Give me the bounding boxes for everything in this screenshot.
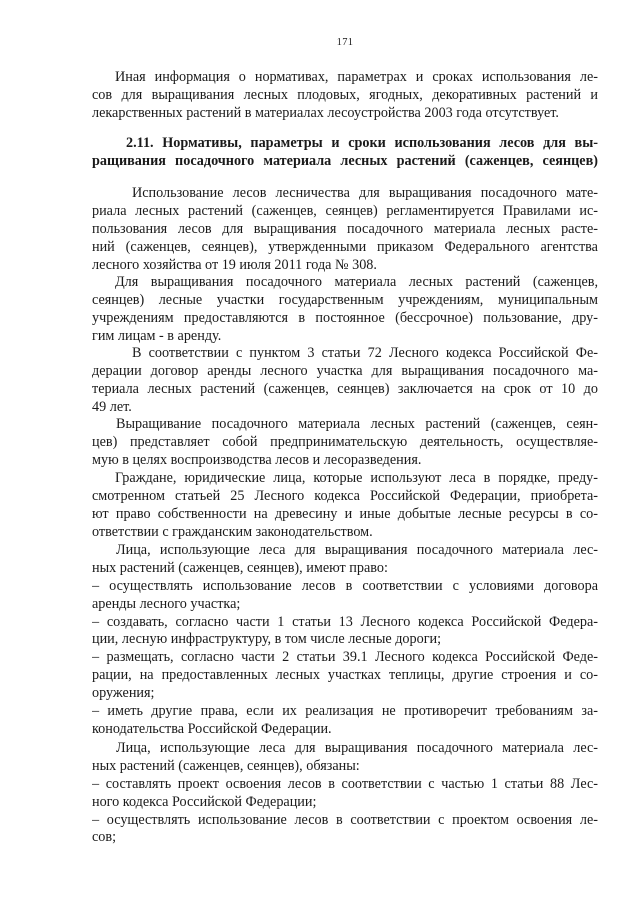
- text-line: сов для выращивания лесных плодовых, ягодных, декоративных растений и: [92, 86, 598, 103]
- paragraph: [92, 416, 598, 470]
- heading-line: 2.11. Нормативы, параметры и сроки использования лесов для вы-: [126, 135, 598, 151]
- text-line: Лица, использующие леса для выращивания посадочного материала лес-: [116, 740, 598, 756]
- text-line: дерации договор аренды лесного участка для выращивания посадочного ма-: [92, 362, 598, 379]
- paragraph: [92, 274, 598, 346]
- text-line: Выращивание посадочного материала лесных растений (саженцев, сеян-: [116, 416, 598, 432]
- list-item-line: – иметь другие права, если их реализация не противоречит требованиям за-: [92, 703, 598, 720]
- text-line: лесного хозяйства от 19 июля 2011 года № 308.: [92, 256, 377, 273]
- paragraph: [92, 185, 598, 274]
- text-line: учреждениям предоставляются в постоянное (бессрочное) пользование, дру-: [92, 309, 598, 326]
- list-item-line: – осуществлять использование лесов в соответствии с условиями договора: [92, 577, 598, 594]
- text-line: ных растений (саженцев, сеянцев), обязаны:: [92, 757, 360, 774]
- text-line: териала лесных растений (саженцев, сеянцев) заключается на срок от 10 до: [92, 380, 598, 397]
- text-line: риала лесных растений (саженцев, сеянцев) регламентируется Правилами ис-: [92, 202, 598, 219]
- list-item-line: сов;: [92, 829, 117, 846]
- intro-paragraph: [92, 69, 598, 123]
- list-item-line: – составлять проект освоения лесов в соответствии с частью 1 статьи 88 Лес-: [92, 775, 598, 792]
- text-line: ний (саженцев, сеянцев), утвержденными приказом Федерального агентства: [92, 238, 598, 255]
- list-item-line: рации, на предоставленных лесных участках теплицы, другие строения и со-: [92, 667, 598, 684]
- list-item-line: ного кодекса Российской Федерации;: [92, 793, 317, 810]
- text-line: цев) представляет собой предпринимательскую деятельность, осуществляе-: [92, 433, 598, 450]
- text-line: Для выращивания посадочного материала лесных растений (саженцев,: [115, 274, 598, 290]
- list-item-line: оружения;: [92, 685, 155, 702]
- text-line: В соответствии с пунктом 3 статьи 72 Лесного кодекса Российской Фе-: [132, 345, 598, 361]
- heading-line: ращивания посадочного материала лесных растений (саженцев, сеянцев): [92, 152, 598, 169]
- text-line: 49 лет.: [92, 398, 132, 415]
- text-line: Использование лесов лесничества для выращивания посадочного мате-: [132, 185, 598, 201]
- text-line: Иная информация о нормативах, параметрах и сроках использования ле-: [115, 69, 598, 85]
- paragraph: [92, 470, 598, 542]
- text-line: лекарственных растений в материалах лесоустройства 2003 года отсутствует.: [92, 104, 559, 121]
- text-line: ют право собственности на древесину и иные добытые лесные ресурсы в со-: [92, 505, 598, 522]
- list-item-line: аренды лесного участка;: [92, 595, 241, 612]
- text-line: сеянцев) лесные участки государственным учреждениям, муниципальным: [92, 291, 598, 308]
- text-line: Лица, использующие леса для выращивания посадочного материала лес-: [116, 542, 598, 558]
- text-line: мую в целях воспроизводства лесов и лесоразведения.: [92, 451, 422, 468]
- text-line: смотренном статьей 25 Лесного кодекса Российской Федерации, приобрета-: [92, 487, 598, 504]
- list-item-line: – осуществлять использование лесов в соответствии с проектом освоения ле-: [92, 811, 598, 828]
- text-line: пользования лесов для выращивания посадочного материала лесных расте-: [92, 220, 598, 237]
- list-item-line: ции, лесную инфраструктуру, в том числе лесные дороги;: [92, 631, 442, 648]
- rights-paragraph: [92, 542, 598, 739]
- text-line: ных растений (саженцев, сеянцев), имеют право:: [92, 559, 388, 576]
- paragraph: [92, 345, 598, 417]
- text-line: Граждане, юридические лица, которые используют леса в порядке, преду-: [115, 470, 598, 486]
- text-line: гим лицам - в аренду.: [92, 327, 222, 344]
- list-item-line: – размещать, согласно части 2 статьи 39.1 Лесного кодекса Российской Феде-: [92, 649, 598, 666]
- list-item-line: конодательства Российской Федерации.: [92, 720, 332, 737]
- text-line: ответствии с гражданским законодательством.: [92, 523, 373, 540]
- section-heading: [92, 134, 598, 170]
- page-number: 171: [336, 37, 354, 48]
- list-item-line: – создавать, согласно части 1 статьи 13 Лесного кодекса Российской Федера-: [92, 613, 598, 630]
- obligations-paragraph: [92, 740, 598, 847]
